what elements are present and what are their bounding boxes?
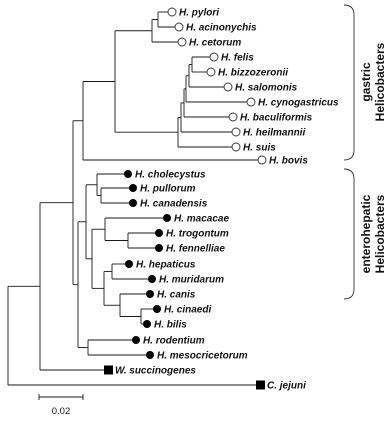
leaf-bilis bbox=[143, 320, 187, 331]
taxon-label: H. cholecystus bbox=[135, 169, 206, 181]
taxon-label: H. bizzozeronii bbox=[218, 67, 288, 79]
gastric-group-label-line2: Helicobacters bbox=[373, 42, 387, 122]
filled-circle-marker bbox=[143, 320, 151, 328]
gastric-bracket bbox=[344, 5, 354, 160]
taxon-label: H. bovis bbox=[269, 155, 308, 167]
open-circle-marker bbox=[207, 68, 215, 76]
taxon-label: H. pullorum bbox=[140, 183, 196, 195]
enterohepatic-bracket bbox=[344, 169, 354, 299]
filled-circle-marker bbox=[146, 290, 154, 298]
filled-circle-marker bbox=[132, 336, 140, 344]
taxon-label: H. canis bbox=[157, 289, 196, 301]
taxon-label: H. heilmannii bbox=[243, 127, 306, 139]
leaf-trogontum bbox=[155, 229, 229, 240]
leaf-heilmannii bbox=[232, 128, 305, 139]
leaf-bizzozeronii bbox=[207, 68, 288, 79]
filled-square-marker bbox=[104, 366, 113, 375]
open-circle-marker bbox=[178, 38, 186, 46]
leaf-pullorum bbox=[129, 184, 196, 195]
leaf-salomonis bbox=[224, 83, 298, 94]
filled-circle-marker bbox=[155, 229, 163, 237]
taxon-label: H. felis bbox=[221, 52, 254, 64]
taxon-label: H. muridarum bbox=[159, 274, 225, 286]
gastric-group bbox=[344, 5, 387, 160]
filled-circle-marker bbox=[163, 214, 171, 222]
taxon-label: H. trogontum bbox=[166, 228, 229, 240]
leaf-pylori bbox=[168, 8, 219, 19]
taxon-label: H. macacae bbox=[174, 213, 230, 225]
leaf-cinaedi bbox=[153, 305, 211, 316]
taxon-label: H. canadensis bbox=[140, 198, 208, 210]
enterohepatic-group-label-line1: enterohepatic bbox=[359, 194, 373, 274]
taxon-label: H. mesocricetorum bbox=[157, 350, 248, 362]
open-circle-marker bbox=[247, 98, 255, 106]
taxon-label: H. cynogastricus bbox=[258, 97, 339, 109]
leaf-succinogenes bbox=[104, 366, 196, 377]
filled-circle-marker bbox=[129, 184, 137, 192]
open-circle-marker bbox=[175, 23, 183, 31]
taxon-label: H. acinonychis bbox=[186, 22, 257, 34]
open-circle-marker bbox=[229, 113, 237, 121]
leaf-baculiformis bbox=[229, 113, 313, 124]
taxon-label: H. rodentium bbox=[143, 335, 205, 347]
leaf-felis bbox=[210, 53, 254, 64]
leaf-cetorum bbox=[178, 38, 241, 49]
taxon-label: H. cinaedi bbox=[164, 304, 212, 316]
filled-square-marker bbox=[256, 381, 265, 390]
taxon-label: H. salomonis bbox=[235, 82, 298, 94]
taxon-label: H. suis bbox=[243, 142, 276, 154]
leaf-bovis bbox=[258, 156, 308, 167]
open-circle-marker bbox=[210, 53, 218, 61]
filled-circle-marker bbox=[146, 351, 154, 359]
filled-circle-marker bbox=[129, 199, 137, 207]
leaf-rodentium bbox=[132, 336, 205, 347]
tree-leaves bbox=[104, 8, 339, 392]
filled-circle-marker bbox=[125, 260, 133, 268]
enterohepatic-group-label-line2: Helicobacters bbox=[373, 194, 387, 274]
open-circle-marker bbox=[232, 143, 240, 151]
open-circle-marker bbox=[224, 83, 232, 91]
leaf-cholecystus bbox=[124, 170, 206, 181]
open-circle-marker bbox=[258, 156, 266, 164]
leaf-fennelliae bbox=[155, 244, 225, 255]
taxon-label: C. jejuni bbox=[267, 380, 306, 392]
open-circle-marker bbox=[232, 128, 240, 136]
leaf-jejuni bbox=[256, 381, 306, 392]
taxon-label: H. bilis bbox=[154, 319, 187, 331]
taxon-label: H. baculiformis bbox=[240, 112, 313, 124]
leaf-canis bbox=[146, 290, 196, 301]
leaf-canadensis bbox=[129, 199, 208, 210]
leaf-cynogastricus bbox=[247, 98, 339, 109]
filled-circle-marker bbox=[148, 275, 156, 283]
filled-circle-marker bbox=[124, 170, 132, 178]
gastric-group-label-line1: gastric bbox=[359, 62, 373, 102]
taxon-label: W. succinogenes bbox=[115, 365, 196, 377]
leaf-suis bbox=[232, 143, 276, 154]
taxon-label: H. cetorum bbox=[189, 37, 242, 49]
leaf-hepaticus bbox=[125, 260, 196, 271]
scale-bar bbox=[39, 394, 83, 417]
taxon-label: H. fennelliae bbox=[166, 243, 225, 255]
leaf-mesocricetorum bbox=[146, 351, 248, 362]
taxon-label: H. pylori bbox=[179, 7, 220, 19]
leaf-macacae bbox=[163, 214, 229, 225]
leaf-acinonychis bbox=[175, 23, 257, 34]
taxon-label: H. hepaticus bbox=[136, 259, 196, 271]
filled-circle-marker bbox=[153, 305, 161, 313]
open-circle-marker bbox=[168, 8, 176, 16]
scale-bar-label: 0.02 bbox=[51, 406, 71, 417]
enterohepatic-group bbox=[344, 169, 387, 299]
leaf-muridarum bbox=[148, 275, 224, 286]
filled-circle-marker bbox=[155, 244, 163, 252]
